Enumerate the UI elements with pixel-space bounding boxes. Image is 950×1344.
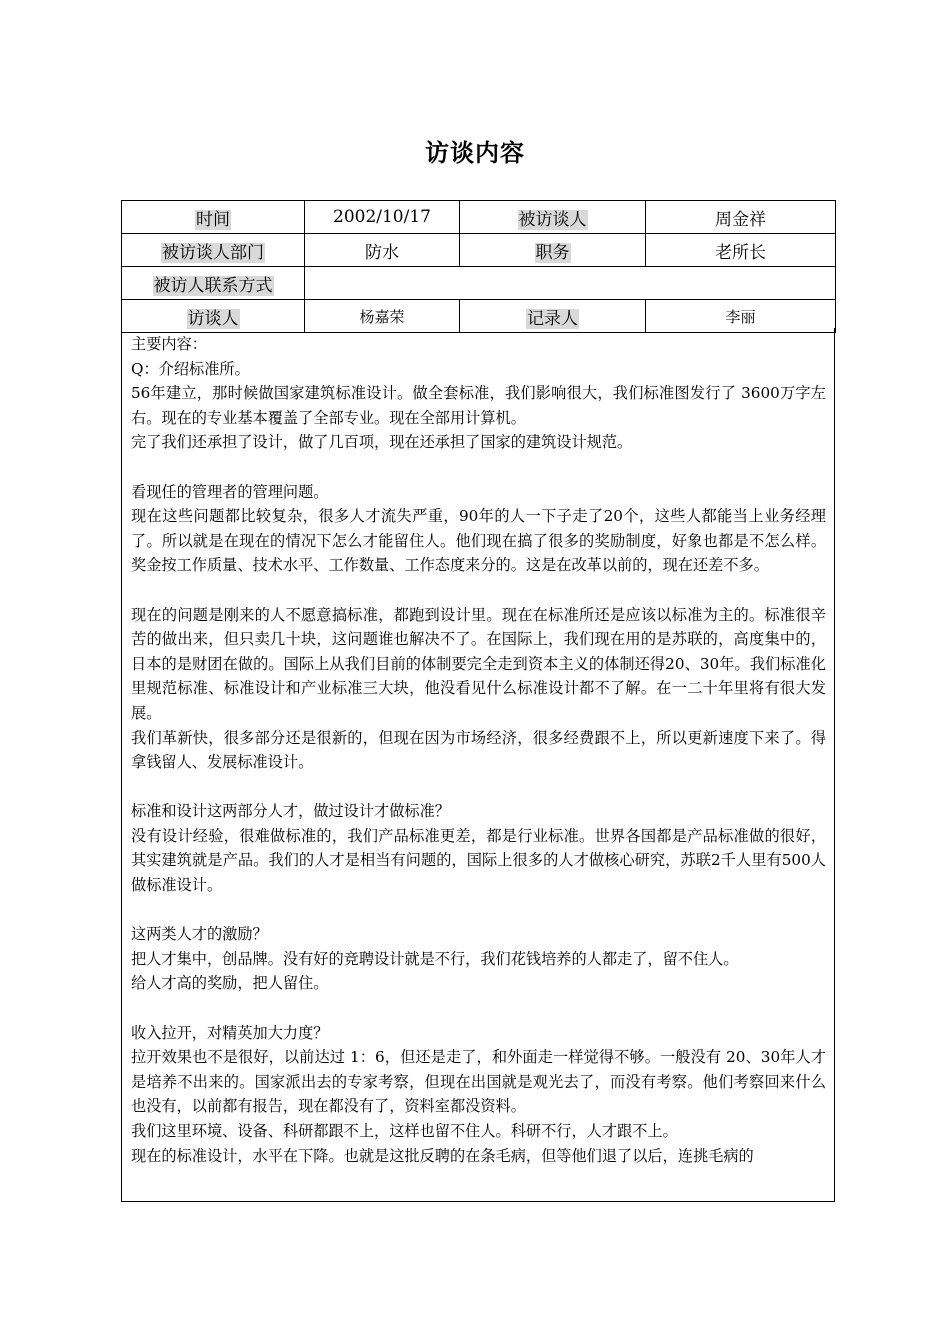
content-question: 收入拉开，对精英加大力度？ [131, 1023, 329, 1042]
content-paragraph: 把人才集中，创品牌。没有好的竞聘设计就是不行，我们花钱培养的人都走了，留不住人。 [131, 949, 739, 968]
interviewer-value: 杨嘉荣 [305, 300, 460, 333]
content-paragraph: 我们这里环境、设备、科研都跟不上，这样也留不住人。科研不行，人才跟不上。 [131, 1122, 678, 1140]
interviewer-label: 访谈人 [122, 300, 305, 333]
content-paragraph: 没有设计经验，很难做标准的，我们产品标准更差，都是行业标准。世界各国都是产品标准做的很好，其实建筑就是产品。我们的人才是相当有问题的，国际上很多的人才做核心研究，苏联2千人里有500人做标准设计。 [131, 826, 826, 895]
content-paragraph: 完了我们还承担了设计，做了几百项，现在还承担了国家的建筑设计规范。 [131, 433, 633, 452]
dept-label: 被访谈人部门 [122, 234, 305, 267]
content-paragraph: 56年建立，那时候做国家建筑标准设计。做全套标准，我们影响很大，我们标准图发行了 3600万字左右。现在的专业基本覆盖了全部专业。现在全部用计算机。 [131, 384, 826, 427]
contact-label: 被访人联系方式 [122, 267, 305, 300]
content-paragraph: 我们革新快，很多部分还是很新的，但现在因为市场经济，很多经费跟不上，所以更新速度下来了。得拿钱留人、发展标准设计。 [131, 728, 826, 772]
position-value: 老所长 [646, 234, 836, 267]
interview-content [121, 328, 835, 1202]
content-paragraph: 给人才高的奖励，把人留住。 [131, 974, 329, 993]
content-question: 看现任的管理者的管理问题。 [131, 482, 329, 501]
time-value: 2002/10/17 [305, 201, 460, 234]
table-row [122, 267, 836, 300]
content-paragraph: 现在的问题是刚来的人不愿意搞标准，都跑到设计里。现在在标准所还是应该以标准为主的。标准很辛苦的做出来，但只卖几十块，这问题谁也解决不了。在国际上，我们现在用的是苏联的，高度集中的，日本的是财团在做的。国际上从我们目前的体制要完全走到资本主义的体制还得20、30年。我们标准化里规范标准、标准设计和产业标准三大块，他没看见什么标准设计都不了解。在一二十年里将有很大发展。 [131, 605, 826, 722]
interview-info-table [121, 200, 836, 333]
content-heading: 主要内容： [131, 335, 207, 353]
content-question: 标准和设计这两部分人才，做过设计才做标准？ [131, 802, 450, 821]
interviewee-value: 周金祥 [646, 201, 836, 234]
content-paragraph: 现在的标准设计，水平在下降。也就是这批反聘的在条毛病，但等他们退了以后，连挑毛病的 [131, 1146, 754, 1165]
recorder-label: 记录人 [460, 300, 646, 333]
time-label: 时间 [122, 201, 305, 234]
interviewee-label: 被访谈人 [460, 201, 646, 234]
content-paragraph: 拉开效果也不是很好，以前达过 1：6，但还是走了，和外面走一样觉得不够。一般没有 20、30年人才是培养不出来的。国家派出去的专家考察，但现在出国就是观光去了，而没有考察。他们考察回来什么也没有，以前都有报告，现在都没有了，资料室都没资料。 [131, 1048, 826, 1116]
content-paragraph: Q：介绍标准所。 [131, 359, 250, 378]
content-question: 这两类人才的激励？ [131, 925, 268, 944]
position-label: 职务 [460, 234, 646, 267]
table-row [122, 234, 836, 267]
contact-value [305, 267, 836, 300]
recorder-value: 李丽 [646, 300, 836, 333]
dept-value: 防水 [305, 234, 460, 267]
table-row [122, 201, 836, 234]
content-paragraph: 现在这些问题都比较复杂，很多人才流失严重，90年的人一下子走了20个，这些人都能当上业务经理了。所以就是在现在的情况下怎么才能留住人。他们现在搞了很多的奖励制度，好象也都是不怎么样。奖金按工作质量、技术水平、工作数量、工作态度来分的。这是在改革以前的，现在还差不多。 [131, 507, 826, 575]
page-title: 访谈内容 [425, 139, 525, 167]
